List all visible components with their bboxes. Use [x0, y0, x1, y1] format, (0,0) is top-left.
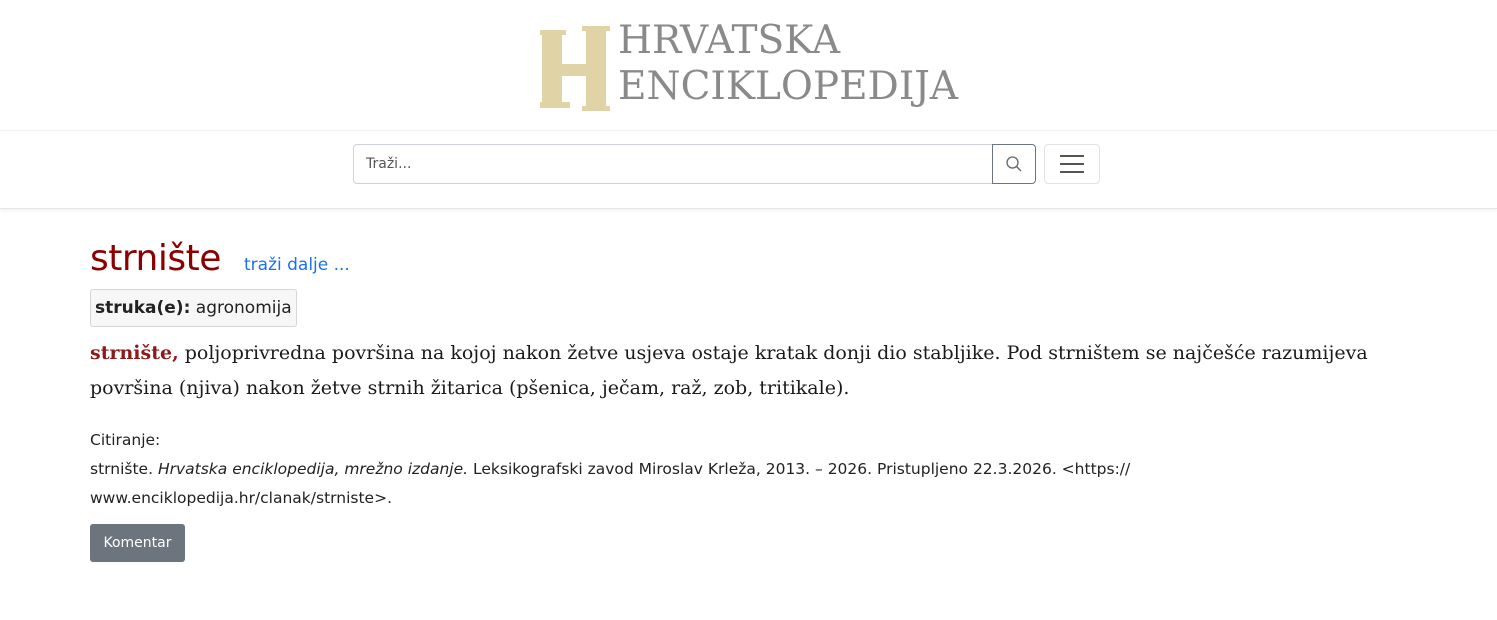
header-divider: [0, 130, 1497, 131]
search-icon: [1005, 155, 1023, 173]
search-button[interactable]: [992, 144, 1036, 184]
field-label: struka(e):: [95, 298, 191, 318]
comment-button[interactable]: Komentar: [90, 524, 185, 562]
page-title: strnište: [90, 238, 221, 279]
site-header: [0, 0, 1497, 209]
citation-term: strnište.: [90, 460, 158, 478]
field-value: agronomija: [195, 298, 292, 318]
title-row: [90, 238, 350, 288]
search-input[interactable]: [353, 144, 992, 184]
citation-block: [90, 426, 1220, 513]
article-body: [90, 336, 1390, 406]
citation-source: Hrvatska enciklopedija, mrežno izdanje.: [157, 460, 469, 478]
menu-toggle-button[interactable]: [1044, 144, 1100, 184]
search-bar: [353, 144, 1036, 184]
citation-heading: Citiranje:: [90, 431, 161, 449]
citation-text: [90, 455, 1220, 484]
site-logo[interactable]: [540, 18, 959, 113]
logo-h-mark-icon: [540, 26, 610, 112]
search-more-link[interactable]: traži dalje ...: [243, 255, 350, 275]
article-text: poljoprivredna površina na kojoj nakon žetve usjeva ostaje kratak donji dio stabljike. Pod strništem se najčešće razumijeva površina (njiva) nakon žetve strnih žitarica (pšenica, ječam, raž, zob, tritikale).: [90, 342, 1368, 399]
citation-details: Leksikografski zavod Miroslav Krleža, 2013. – 2026. Pristupljeno 22.3.2026. <https://: [468, 460, 1131, 478]
logo-line-2: ENCIKLOPEDIJA: [618, 64, 959, 109]
field-badge: [90, 289, 297, 327]
logo-line-1: HRVATSKA: [618, 18, 840, 63]
citation-url: www.enciklopedija.hr/clanak/strniste>.: [90, 489, 392, 507]
article-term: strnište,: [90, 342, 179, 364]
hamburger-menu-icon: [1059, 154, 1085, 174]
logo-wordmark: [618, 18, 958, 110]
